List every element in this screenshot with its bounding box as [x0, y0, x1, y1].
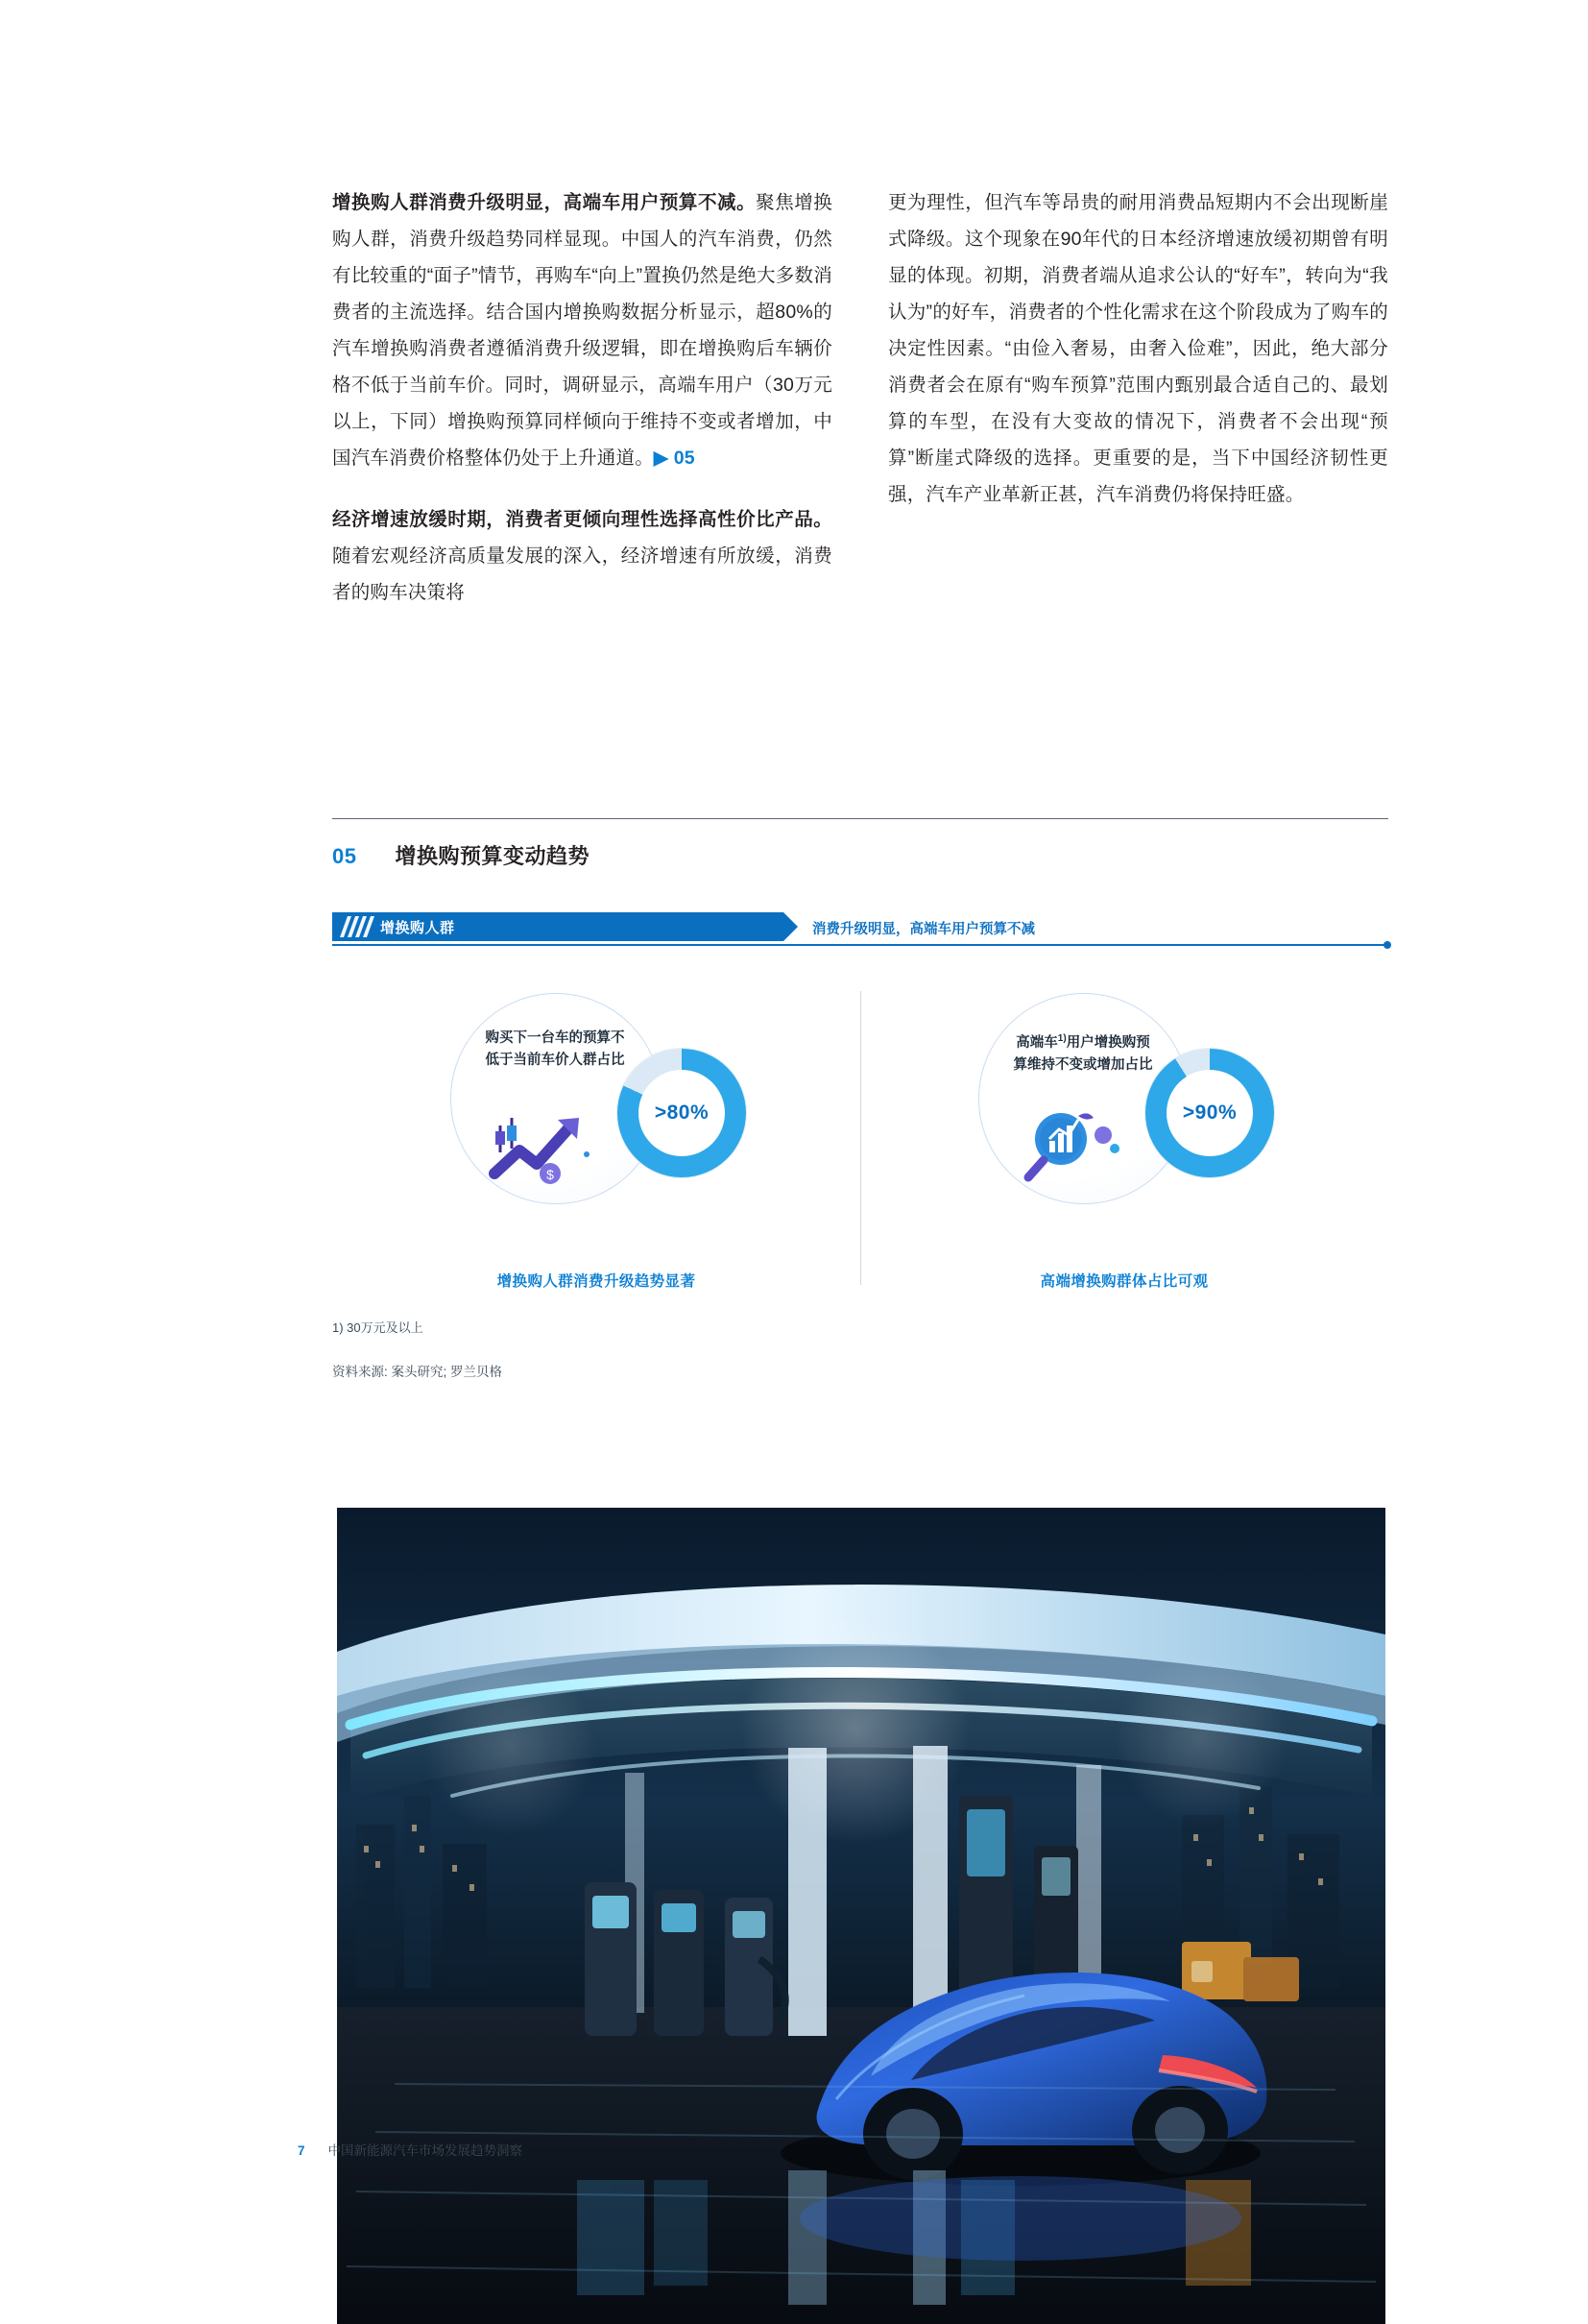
- banner-bar: [332, 912, 783, 941]
- paragraph: [332, 184, 832, 476]
- donut-value: >80%: [654, 1101, 710, 1124]
- right-column: [888, 184, 1388, 611]
- arrow-up-chart-icon: [487, 1106, 621, 1187]
- panel-graphic: [923, 993, 1326, 1204]
- panel-footer-label: 增换购人群消费升级趋势显著: [496, 1273, 696, 1290]
- paragraph: [888, 184, 1388, 513]
- panel-caption: 购买下一台车的预算不低于当前车价人群占比: [485, 1030, 625, 1068]
- exhibit-footnote: 1) 30万元及以上: [332, 1320, 423, 1335]
- exhibit-source: 资料来源: 案头研究; 罗兰贝格: [332, 1365, 503, 1379]
- banner-end-dot-icon: [1383, 941, 1391, 949]
- svg-text:$: $: [546, 1167, 554, 1182]
- exhibit-panels: [332, 980, 1388, 1296]
- footer-title: 中国新能源汽车市场发展趋势洞察: [327, 2143, 523, 2158]
- donut-chart-80: [617, 1049, 746, 1177]
- caption-part-1: 高端车: [1016, 1034, 1058, 1051]
- exhibit-title: 增换购预算变动趋势: [395, 844, 589, 868]
- donut-value: >90%: [1182, 1101, 1238, 1124]
- exhibit-reference[interactable]: ▶ 05: [653, 448, 695, 469]
- exhibit-block: [332, 818, 1388, 1380]
- banner-label: 增换购人群: [380, 919, 455, 936]
- paragraph: [332, 501, 832, 611]
- magnifier-bar-chart-icon: [1015, 1106, 1149, 1187]
- panel-graphic: [395, 993, 798, 1204]
- paragraph-text: 聚焦增换购人群，消费升级趋势同样显现。中国人的汽车消费，仍然有比较重的“面子”情节，再购车“向上”置换仍然是绝大多数消费者的主流选择。结合国内增换购数据分析显示，超80%的汽车增换购消费者遵循消费升级逻辑，即在增换购后车辆价格不低于当前车价。同时，调研显示，高端车用户（30万元以上，下同）增换购预算同样倾向于维持不变或者增加，中国汽车消费价格整体仍处于上升通道。: [332, 192, 832, 469]
- caption-footnote-marker: 1): [1057, 1033, 1067, 1044]
- donut-chart-90: [1145, 1049, 1274, 1177]
- left-column: [332, 184, 832, 611]
- panel-premium-share: [860, 980, 1388, 1296]
- banner-subtitle: 消费升级明显，高端车用户预算不减: [812, 922, 1035, 937]
- panel-caption: [1011, 1028, 1155, 1077]
- banner-rule: [332, 944, 1388, 946]
- panel-upgrade-share: [332, 980, 860, 1296]
- slash-decoration-icon: [344, 916, 371, 937]
- paragraph-text: 随着宏观经济高质量发展的深入，经济增速有所放缓，消费者的购车决策将: [332, 545, 832, 603]
- panel-footer-label: 高端增换购群体占比可观: [1040, 1273, 1209, 1290]
- ev-charging-station-photo: [337, 1508, 1385, 2324]
- exhibit-header: [332, 819, 1388, 870]
- caption-part-2: 用户增换购预算维持不变或增加占比: [1013, 1034, 1153, 1073]
- page-number: 7: [298, 2143, 305, 2158]
- paragraph-lead: 经济增速放缓时期，消费者更倾向理性选择高性价比产品。: [332, 509, 832, 530]
- paragraph-lead: 增换购人群消费升级明显，高端车用户预算不减。: [332, 192, 757, 213]
- page-footer: [298, 2140, 522, 2159]
- body-text: [332, 184, 1388, 611]
- paragraph-text: 更为理性，但汽车等昂贵的耐用消费品短期内不会出现断崖式降级。这个现象在90年代的日本经济增速放缓初期曾有明显的体现。初期，消费者端从追求公认的“好车”，转向为“我认为”的好车，消费者的个性化需求在这个阶段成为了购车的决定性因素。“由俭入奢易，由奢入俭难”，因此，绝大部分消费者会在原有“购车预算”范围内甄别最合适自己的、最划算的车型，在没有大变故的情况下，消费者不会出现“预算”断崖式降级的选择。更重要的是，当下中国经济韧性更强，汽车产业革新正甚，汽车消费仍将保持旺盛。: [888, 192, 1388, 505]
- exhibit-banner: [332, 912, 1388, 947]
- exhibit-number: 05: [332, 844, 357, 868]
